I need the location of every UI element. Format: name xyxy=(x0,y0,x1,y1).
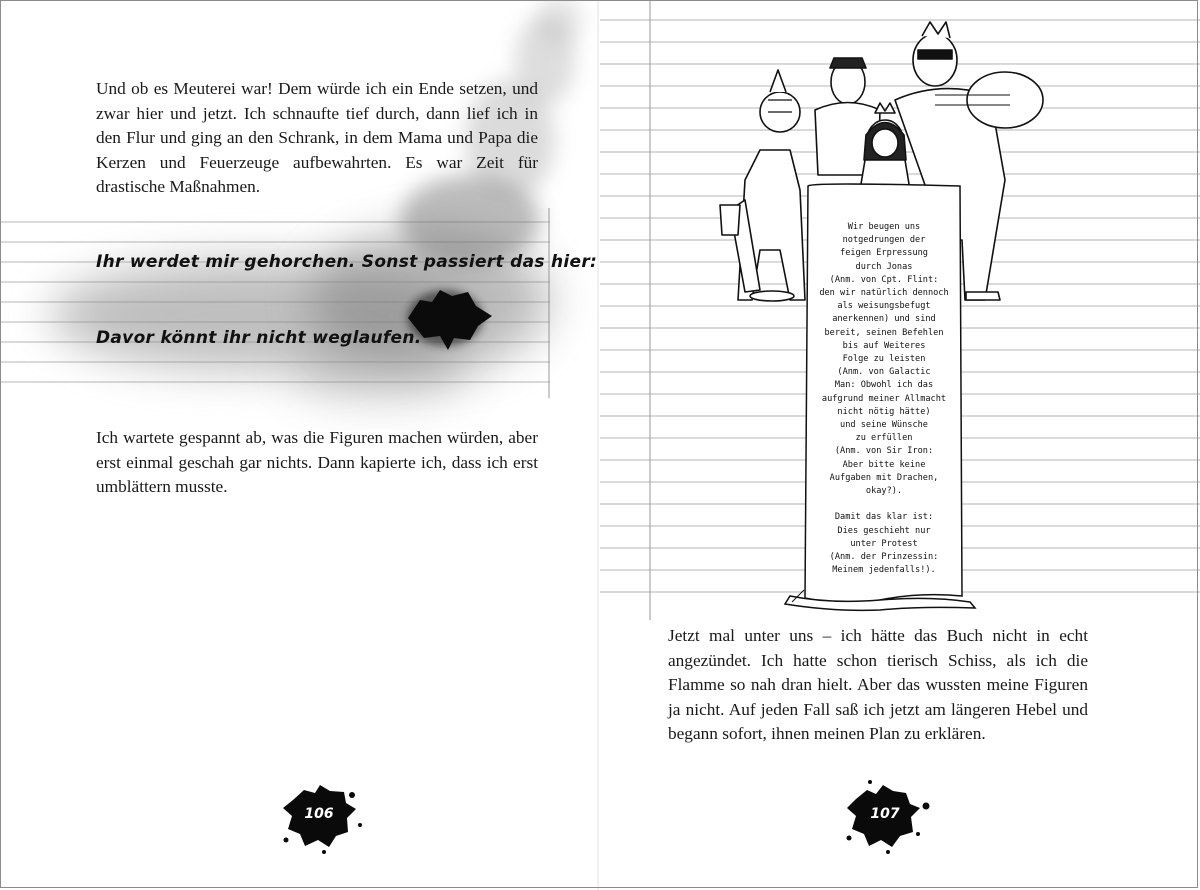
left-paragraph-2: Ich wartete gespannt ab, was die Figuren machen würden, aber erst einmal geschah gar nichts. Dann kapierte ich, dass ich erst umblättern musste. xyxy=(96,428,538,497)
page-number-left: 106 xyxy=(304,806,334,822)
scroll-proclamation-text: Wir beugen uns notgedrungen der feigen Erpressung durch Jonas (Anm. von Cpt. Flint: den wir natürlich dennoch als weisungsbefugt anerkennen) und sind bereit, seinen Befehlen bis auf Weiteres Folge zu leisten (Anm. von Galactic Man: Obwohl ich das aufgrund meiner Allmacht nicht nötig hätte) und seine Wünsche zu erfüllen (Anm. von Sir Iron: Aber bitte keine Aufgaben mit Drachen, okay?). Damit das klar ist: Dies geschieht nur unter Protest (Anm. der Prinzessin: Meinem jedenfalls!). xyxy=(819,222,949,576)
page-number-right: 107 xyxy=(870,806,900,822)
handwritten-threat-line: Ihr werdet mir gehorchen. Sonst passiert das hier: xyxy=(96,252,598,272)
left-paragraph-1: Und ob es Meuterei war! Dem würde ich ein Ende setzen, und zwar hier und jetzt. Ich schnaufte tief durch, dann lief ich in den Flur und ging an den Schrank, in dem Mama und Papa die Kerzen und Feuerzeuge aufbewahrten. Es war Zeit für drastische Maßnahmen. xyxy=(96,79,538,197)
handwritten-warning-line: Davor könnt ihr nicht weglaufen. xyxy=(96,328,422,348)
right-paragraph: Jetzt mal unter uns – ich hätte das Buch nicht in echt angezündet. Ich hatte schon tierisch Schiss, als ich die Flamme so nah dran hielt. Aber das wussten meine Figuren ja nicht. Auf jeden Fall saß ich jetzt am längeren Hebel und begann sofort, ihnen meinen Plan zu erklären. xyxy=(668,626,1088,744)
